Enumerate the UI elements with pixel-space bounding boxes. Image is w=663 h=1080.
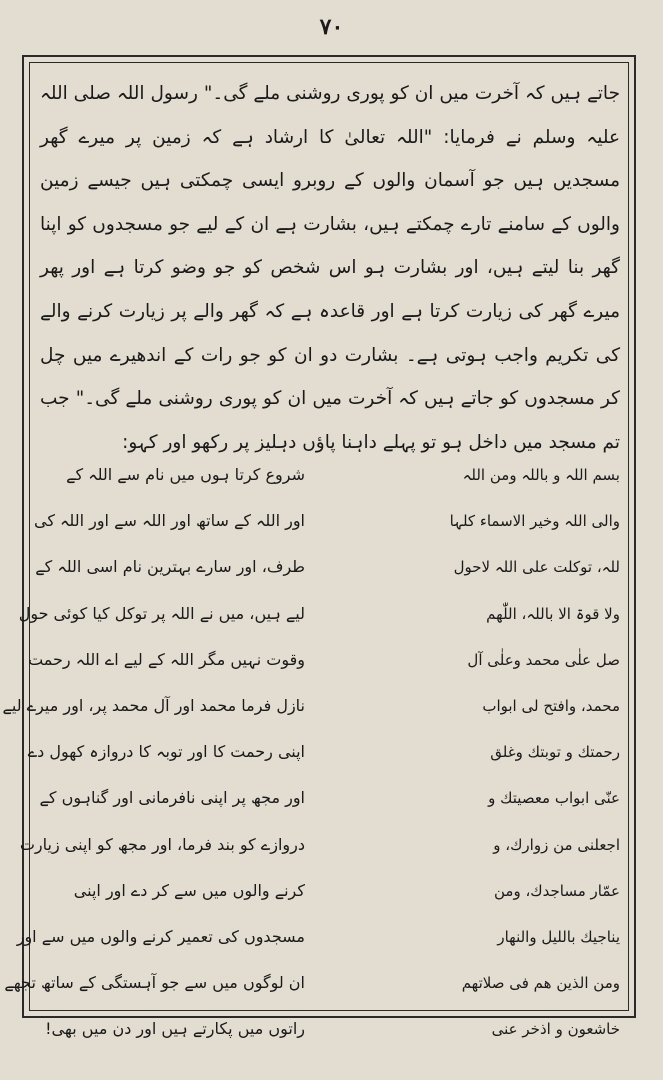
- page-number: ۷۰: [319, 14, 344, 40]
- translation-line: کرنے والوں میں سے کر دے اور اپنی: [73, 880, 305, 900]
- arabic-line: صل علٰی محمد وعلٰی آل: [467, 650, 620, 669]
- translation-line: وقوت نہیں مگر اللہ کے لیے اے اللہ رحمت: [28, 649, 305, 669]
- prayer-section: [2, 452, 620, 1039]
- intro-line: رسول اللہ صلی اللہ علیہ وسلم نے فرمایا: "اللہ تعالیٰ کا ارشاد ہے کہ زمین پر میرے: [40, 83, 620, 148]
- arabic-prayer-column: [320, 452, 620, 1039]
- arabic-line: رحمتك و توبتك وغلق: [490, 743, 620, 762]
- translation-line: اور مجھ پر اپنی نافرمانی اور گناہوں کے: [39, 788, 305, 808]
- intro-line: جاتے ہیں کہ آخرت میں ان کو پوری روشنی ملے گی۔": [203, 83, 621, 104]
- arabic-line: بسم اللہ و باللہ ومن اللہ: [462, 466, 620, 484]
- translation-line: اور اللہ کے ساتھ اور اللہ سے اور اللہ کی: [33, 511, 305, 531]
- intro-text: [40, 72, 620, 464]
- arabic-line: یناجیك باللیل والنھار: [497, 927, 620, 946]
- translation-line: طرف، اور سارے بہترین نام اسی اللہ کے: [35, 557, 305, 577]
- urdu-translation-column: [2, 452, 305, 1039]
- translation-line: ان لوگوں میں سے جو آہستگی کے ساتھ تجھے: [4, 973, 305, 993]
- intro-line: چمکتے ہیں، بشارت ہے ان کے لیے جو مسجدوں کو اپنا گھر بنا لیتے ہیں، اور بشارت ہو اس: [40, 213, 620, 279]
- translation-line: راتوں میں پکارتے ہیں اور دن میں بھی!: [45, 1019, 305, 1039]
- translation-line: دروازے کو بند فرما، اور مجھ کو اپنی زیارت: [19, 834, 305, 854]
- translation-line: اپنی رحمت کا اور توبہ کا دروازہ کھول دے: [27, 742, 305, 762]
- translation-line: مسجدوں کی تعمیر کرنے والوں میں سے اور: [16, 926, 305, 946]
- arabic-line: عنّی ابواب معصیتك و: [488, 789, 620, 808]
- arabic-line: ومن الذین ھم فی صلاتھم: [461, 974, 620, 993]
- intro-paragraph: [40, 72, 620, 464]
- arabic-line: ولا قوۃ الا باللہ، اللّٰھم: [486, 604, 620, 623]
- intro-line: شخص کو جو وضو کرتا ہے اور پھر میرے گھر کی زیارت کرتا ہے اور قاعدہ ہے کہ گھر والے پر: [40, 257, 620, 322]
- intro-line: میں چل کر مسجدوں کو جاتے ہیں کہ آخرت میں ان کو پوری روشنی ملے گی۔" جب تم مسجد: [40, 344, 620, 453]
- arabic-line: للہ، توکلت علی اللہ لاحول: [453, 558, 620, 577]
- translation-line: لیے ہیں، میں نے اللہ پر توکل کیا کوئی حول: [18, 603, 305, 623]
- intro-line: زیارت کرنے والے کی تکریم واجب ہوتی ہے۔ بشارت دو ان کو جو رات کے اندھیرے: [40, 300, 621, 366]
- arabic-line: خاشعون و اذخر عنی: [491, 1020, 620, 1039]
- arabic-line: والی اللہ وخیر الاسماء کلہا: [449, 512, 620, 531]
- intro-line: میں داخل ہو تو پہلے داہنا پاؤں دہلیز پر رکھو اور کہو:: [122, 431, 543, 453]
- arabic-line: اجعلنی من زوارك، و: [493, 835, 620, 854]
- arabic-line: محمد، وافتح لی ابواب: [482, 696, 620, 715]
- intro-line: گھر مسجدیں ہیں جو آسمان والوں کے روبرو ایسی چمکتی ہیں جیسے زمین والوں کے سامنے تارے: [40, 126, 620, 235]
- arabic-line: عمّار مساجدك، ومن: [493, 881, 620, 900]
- translation-line: شروع کرتا ہوں میں نام سے اللہ کے: [66, 465, 305, 484]
- translation-line: نازل فرما محمد اور آل محمد پر، اور میرے لیے: [2, 695, 305, 715]
